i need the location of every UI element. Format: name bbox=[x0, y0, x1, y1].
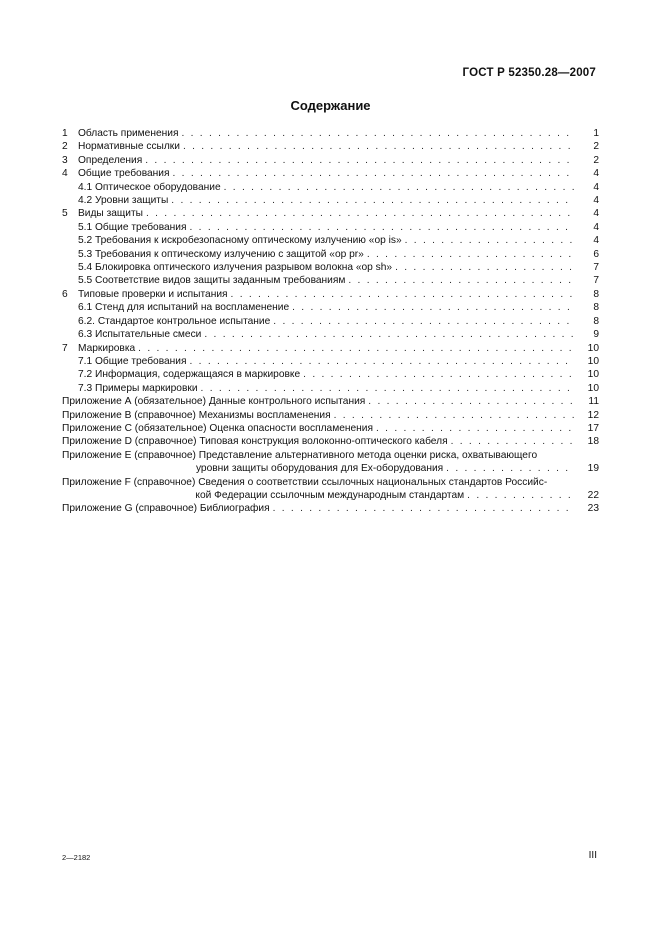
toc-entry[interactable] bbox=[62, 261, 599, 274]
toc-entry-title: Типовые проверки и испытания bbox=[78, 288, 228, 300]
toc-leader-dots bbox=[181, 127, 574, 140]
toc-entry-title: 5.5 Соответствие видов защиты заданным требованиям bbox=[78, 275, 346, 287]
print-code: 2—2182 bbox=[62, 853, 91, 862]
toc-leader-dots bbox=[273, 315, 574, 328]
toc-entry[interactable] bbox=[62, 274, 599, 287]
toc-entry-page: 4 bbox=[593, 195, 599, 207]
toc-leader-dots bbox=[292, 301, 574, 314]
toc-entry[interactable] bbox=[62, 382, 599, 395]
toc-entry-page: 12 bbox=[587, 409, 599, 421]
toc-entry-title: Приложение А (обязательное) Данные контрольного испытания bbox=[62, 396, 366, 408]
toc-entry-title-line2: уровни защиты оборудования для Ех-оборудования bbox=[195, 463, 444, 475]
toc-leader-dots bbox=[303, 368, 574, 381]
toc-entry-title: Приложение G (справочное) Библиография bbox=[62, 503, 270, 515]
toc-leader-dots bbox=[395, 261, 574, 274]
toc-entry-page: 10 bbox=[587, 382, 599, 394]
standard-code: ГОСТ Р 52350.28—2007 bbox=[462, 67, 596, 79]
toc-entry[interactable] bbox=[62, 409, 599, 422]
toc-entry[interactable] bbox=[62, 194, 599, 207]
toc-entry-page: 2 bbox=[593, 154, 599, 166]
toc-entry-title: 6.3 Испытательные смеси bbox=[78, 329, 202, 341]
toc-leader-dots bbox=[190, 221, 574, 234]
toc-entry-number: 6 bbox=[62, 288, 68, 300]
toc-entry-title: 4.2 Уровни защиты bbox=[78, 195, 169, 207]
toc-leader-dots bbox=[405, 234, 574, 247]
toc-entry-page: 2 bbox=[593, 141, 599, 153]
toc-entry[interactable] bbox=[62, 234, 599, 247]
toc-entry-page: 23 bbox=[587, 503, 599, 515]
toc-entry-title: 5.4 Блокировка оптического излучения разрывом волокна «op sh» bbox=[78, 262, 393, 274]
toc-entry-page: 4 bbox=[593, 235, 599, 247]
toc-leader-dots bbox=[273, 502, 574, 515]
toc-leader-dots bbox=[145, 154, 574, 167]
toc-entry[interactable] bbox=[62, 328, 599, 341]
table-of-contents bbox=[62, 127, 599, 516]
toc-entry[interactable] bbox=[62, 127, 599, 140]
toc-entry[interactable] bbox=[62, 502, 599, 515]
toc-entry-title: 5.2 Требования к искробезопасному оптическому излучению «op is» bbox=[78, 235, 402, 247]
toc-entry[interactable] bbox=[62, 207, 599, 220]
toc-leader-dots bbox=[146, 207, 574, 220]
toc-entry-page: 10 bbox=[587, 342, 599, 354]
toc-entry[interactable] bbox=[62, 140, 599, 153]
toc-entry-page: 8 bbox=[593, 315, 599, 327]
toc-entry-number: 2 bbox=[62, 141, 68, 153]
toc-entry-page: 4 bbox=[593, 181, 599, 193]
toc-entry-title: 6.2. Стандартое контрольное испытание bbox=[78, 315, 271, 327]
toc-entry-page: 17 bbox=[587, 422, 599, 434]
toc-entry-title: Приложение D (справочное) Типовая конструкция волоконно-оптического кабеля bbox=[62, 436, 448, 448]
toc-entry-title: Виды защиты bbox=[78, 208, 143, 220]
toc-leader-dots bbox=[368, 395, 574, 408]
toc-entry-page: 7 bbox=[593, 275, 599, 287]
toc-leader-dots bbox=[334, 409, 574, 422]
toc-entry[interactable] bbox=[62, 167, 599, 180]
toc-entry-title: 4.1 Оптическое оборудование bbox=[78, 181, 221, 193]
toc-entry-number: 1 bbox=[62, 128, 68, 139]
toc-entry[interactable] bbox=[62, 301, 599, 314]
toc-entry[interactable] bbox=[62, 435, 599, 448]
toc-leader-dots bbox=[204, 328, 574, 341]
toc-entry[interactable] bbox=[62, 368, 599, 381]
toc-entry-page: 9 bbox=[593, 329, 599, 341]
toc-leader-dots bbox=[348, 274, 574, 287]
toc-entry-title: 7.1 Общие требования bbox=[78, 355, 187, 367]
toc-entry-page: 1 bbox=[593, 128, 599, 139]
toc-entry-title: Маркировка bbox=[78, 342, 136, 354]
page-number: III bbox=[588, 850, 597, 861]
toc-entry-page: 4 bbox=[593, 168, 599, 180]
toc-entry-page: 19 bbox=[587, 463, 599, 475]
toc-entry-page: 10 bbox=[587, 369, 599, 381]
toc-entry-title: Область применения bbox=[78, 128, 179, 139]
toc-entry[interactable] bbox=[62, 476, 599, 503]
toc-entry[interactable] bbox=[62, 449, 599, 476]
toc-leader-dots bbox=[367, 248, 574, 261]
toc-entry-title: 5.1 Общие требования bbox=[78, 221, 187, 233]
toc-leader-dots bbox=[138, 342, 574, 355]
toc-entry[interactable] bbox=[62, 422, 599, 435]
toc-entry-page: 7 bbox=[593, 262, 599, 274]
toc-entry-page: 22 bbox=[587, 489, 599, 501]
toc-leader-dots bbox=[451, 435, 574, 448]
toc-entry[interactable] bbox=[62, 221, 599, 234]
toc-leader-dots bbox=[201, 382, 574, 395]
toc-leader-dots bbox=[231, 288, 574, 301]
toc-entry-number: 5 bbox=[62, 208, 68, 220]
toc-entry-number: 7 bbox=[62, 342, 68, 354]
toc-entry[interactable] bbox=[62, 315, 599, 328]
toc-entry-title: 5.3 Требования к оптическому излучению с защитой «op pr» bbox=[78, 248, 364, 260]
toc-entry[interactable] bbox=[62, 342, 599, 355]
toc-leader-dots bbox=[446, 462, 574, 475]
toc-entry-title-line2: кой Федерации ссылочным международным стандартам bbox=[195, 489, 465, 501]
toc-entry-title: Приложение В (справочное) Механизмы воспламенения bbox=[62, 409, 331, 421]
toc-entry-number: 4 bbox=[62, 168, 68, 180]
toc-entry-title: Общие требования bbox=[78, 168, 170, 180]
toc-entry[interactable] bbox=[62, 154, 599, 167]
toc-entry[interactable] bbox=[62, 181, 599, 194]
toc-entry-title: Определения bbox=[78, 154, 143, 166]
toc-entry-page: 6 bbox=[593, 248, 599, 260]
toc-entry-title: 7.3 Примеры маркировки bbox=[78, 382, 198, 394]
toc-leader-dots bbox=[376, 422, 574, 435]
toc-entry-page: 18 bbox=[587, 436, 599, 448]
toc-entry-page: 11 bbox=[588, 396, 599, 408]
toc-title: Содержание bbox=[290, 98, 371, 113]
toc-entry-page: 8 bbox=[593, 302, 599, 314]
toc-entry-page: 10 bbox=[587, 355, 599, 367]
toc-entry-title: 6.1 Стенд для испытаний на воспламенение bbox=[78, 302, 290, 314]
toc-entry[interactable] bbox=[62, 355, 599, 368]
toc-entry-title: Нормативные ссылки bbox=[78, 141, 180, 153]
toc-leader-dots bbox=[467, 489, 574, 502]
toc-leader-dots bbox=[173, 167, 574, 180]
toc-entry-title-line1: Приложение F (справочное) Сведения о соответствии ссылочных национальных стандартов Российс- bbox=[62, 476, 548, 488]
toc-entry-title-line1: Приложение Е (справочное) Представление альтернативного метода оценки риска, охватывающего bbox=[62, 449, 538, 461]
toc-entry-title: 7.2 Информация, содержащаяся в маркировке bbox=[78, 369, 301, 381]
toc-leader-dots bbox=[190, 355, 574, 368]
toc-entry-number: 3 bbox=[62, 154, 68, 166]
toc-entry[interactable] bbox=[62, 288, 599, 301]
toc-leader-dots bbox=[183, 140, 574, 153]
toc-entry-title: Приложение С (обязательное) Оценка опасности воспламенения bbox=[62, 422, 373, 434]
toc-leader-dots bbox=[171, 194, 574, 207]
toc-leader-dots bbox=[224, 181, 574, 194]
toc-entry-page: 4 bbox=[593, 221, 599, 233]
toc-entry[interactable] bbox=[62, 395, 599, 408]
toc-entry-page: 8 bbox=[593, 288, 599, 300]
toc-entry-page: 4 bbox=[593, 208, 599, 220]
toc-entry[interactable] bbox=[62, 248, 599, 261]
